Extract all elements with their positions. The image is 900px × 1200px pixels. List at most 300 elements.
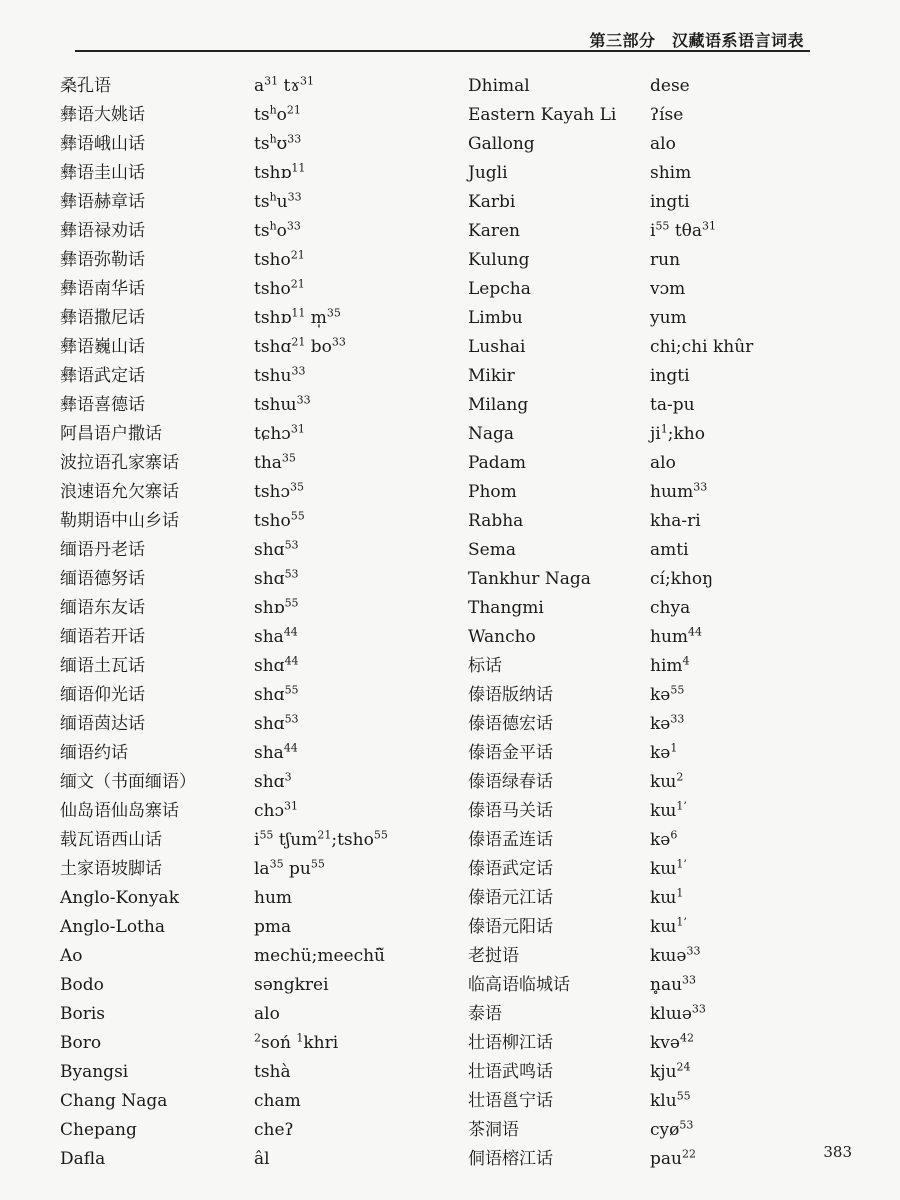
left-word-form (254, 942, 464, 971)
right-word-form (650, 768, 850, 797)
form-text: o (276, 105, 287, 125)
form-text: shɑ (254, 540, 285, 560)
right-language-name: 傣语版纳话 (468, 685, 553, 705)
form-text: cham (254, 1091, 301, 1111)
right-language-name: 傣语元阳话 (468, 917, 553, 937)
form-text: tshɒ (254, 163, 292, 183)
form-text: tsho (254, 250, 291, 270)
left-word-form (254, 1145, 464, 1174)
form-text: alo (650, 453, 676, 473)
right-language-name: Karen (468, 221, 520, 241)
form-text: kɯ (650, 888, 677, 908)
right-word-form (650, 478, 850, 507)
form-text: tθa (669, 221, 703, 241)
form-text: kju (650, 1062, 677, 1082)
tone-superscript: 35 (290, 480, 305, 494)
form-text: ji (650, 424, 661, 444)
right-language-name: Sema (468, 540, 516, 560)
right-word-form (650, 826, 850, 855)
tone-superscript: 2 (254, 1031, 261, 1045)
tone-superscript: 55 (310, 857, 325, 871)
form-text: âl (254, 1149, 270, 1169)
tone-superscript: 21 (291, 335, 306, 349)
tone-superscript: 4 (682, 654, 690, 668)
right-language-name: Phom (468, 482, 517, 502)
left-language-name: Boro (60, 1033, 102, 1053)
left-language-name: 缅语土瓦话 (60, 656, 145, 676)
header-title: 第三部分 汉藏语系语言词表 (589, 31, 804, 50)
page-number: 383 (823, 1143, 852, 1161)
form-text: tshu (254, 366, 292, 386)
left-word-form (254, 72, 464, 101)
tone-superscript: h (269, 103, 277, 117)
tone-superscript: 33 (691, 1002, 706, 1016)
right-language-name: Wancho (468, 627, 536, 647)
form-text: tshɔ (254, 482, 291, 502)
tone-superscript: 33 (682, 973, 697, 987)
right-language-name: Dhimal (468, 76, 530, 96)
form-text: alo (650, 134, 676, 154)
right-word-form (650, 1087, 850, 1116)
form-text: kvə (650, 1033, 680, 1053)
left-language-name: 桑孔语 (60, 76, 111, 96)
tone-superscript: h (269, 190, 277, 204)
form-text: tsho (254, 279, 291, 299)
tone-superscript: 6 (670, 828, 678, 842)
tone-superscript: 55 (259, 828, 274, 842)
left-language-name: 土家语坡脚话 (60, 859, 162, 879)
left-word-form (254, 855, 464, 884)
left-word-form (254, 797, 464, 826)
right-word-form (650, 159, 850, 188)
right-word-form (650, 681, 850, 710)
form-text: i (650, 221, 656, 241)
right-word-form (650, 333, 850, 362)
running-header (75, 24, 810, 54)
tone-superscript: 1’ (676, 799, 687, 813)
tone-superscript: 31 (290, 422, 305, 436)
left-word-form (254, 391, 464, 420)
left-language-name: 阿昌语户撒话 (60, 424, 162, 444)
right-word-form (650, 101, 850, 130)
right-word-form (650, 536, 850, 565)
tone-superscript: 33 (670, 712, 685, 726)
left-word-form (254, 1058, 464, 1087)
left-word-form (254, 884, 464, 913)
left-word-form (254, 565, 464, 594)
header-rule (75, 50, 810, 52)
right-language-name: 老挝语 (468, 946, 519, 966)
form-text: shɑ (254, 685, 285, 705)
form-text: tsho (254, 511, 291, 531)
form-text: ʔíse (650, 105, 684, 125)
form-text: ts (254, 192, 270, 212)
form-text: kɯ (650, 772, 677, 792)
left-word-form (254, 188, 464, 217)
form-text: tshà (254, 1062, 291, 1082)
left-word-form (254, 913, 464, 942)
left-word-form (254, 130, 464, 159)
form-text: kə (650, 685, 671, 705)
right-language-name: 傣语绿春话 (468, 772, 553, 792)
right-language-name: Lushai (468, 337, 526, 357)
tone-superscript: 42 (679, 1031, 694, 1045)
left-language-name: 彝语巍山话 (60, 337, 145, 357)
right-word-form (650, 391, 850, 420)
right-word-form (650, 913, 850, 942)
form-text: kə (650, 830, 671, 850)
left-word-form (254, 304, 464, 333)
tone-superscript: 31 (299, 74, 314, 88)
form-text: pma (254, 917, 292, 937)
form-text: ;kho (667, 424, 705, 444)
left-language-name: Dafla (60, 1149, 106, 1169)
tone-superscript: 55 (676, 1089, 691, 1103)
right-language-name: Jugli (468, 163, 508, 183)
form-text: səngkrei (254, 975, 329, 995)
right-language-name: 傣语马关话 (468, 801, 553, 821)
form-text: vɔm (650, 279, 686, 299)
tone-superscript: 35 (269, 857, 284, 871)
left-language-name: 缅语东友话 (60, 598, 145, 618)
form-text: tshɑ (254, 337, 292, 357)
form-text: n̥au (650, 975, 683, 995)
form-text: shɑ (254, 772, 285, 792)
tone-superscript: 31 (702, 219, 717, 233)
form-text: m̩ (305, 308, 327, 328)
right-language-column (468, 72, 648, 1174)
right-language-name: Karbi (468, 192, 516, 212)
right-word-form (650, 507, 850, 536)
form-text: i (254, 830, 260, 850)
right-word-form (650, 1000, 850, 1029)
right-language-name: Rabha (468, 511, 524, 531)
right-word-form (650, 942, 850, 971)
left-language-name: Chepang (60, 1120, 137, 1140)
form-text: la (254, 859, 270, 879)
right-language-name: 傣语武定话 (468, 859, 553, 879)
form-text: tɤ (278, 76, 300, 96)
right-word-form (650, 362, 850, 391)
tone-superscript: 55 (290, 509, 305, 523)
left-language-name: 波拉语孔家寨话 (60, 453, 179, 473)
tone-superscript: 21 (317, 828, 332, 842)
tone-superscript: 22 (681, 1147, 696, 1161)
form-text: ts (254, 134, 270, 154)
right-language-name: 傣语金平话 (468, 743, 553, 763)
right-word-form (650, 565, 850, 594)
tone-superscript: h (269, 132, 277, 146)
tone-superscript: 33 (287, 132, 302, 146)
tone-superscript: 21 (290, 277, 305, 291)
form-text: ta-pu (650, 395, 695, 415)
left-language-name: Chang Naga (60, 1091, 168, 1111)
form-text: ts (254, 105, 270, 125)
right-language-name: 壮语武鸣话 (468, 1062, 553, 1082)
form-text: bo (305, 337, 332, 357)
left-language-name: 浪速语允欠寨话 (60, 482, 179, 502)
left-word-form (254, 159, 464, 188)
right-word-form (650, 188, 850, 217)
right-language-name: 泰语 (468, 1004, 502, 1024)
form-text: him (650, 656, 683, 676)
form-text: ;tsho (331, 830, 374, 850)
left-form-column (254, 72, 464, 1174)
tone-superscript: 55 (670, 683, 685, 697)
tone-superscript: 33 (331, 335, 346, 349)
left-word-form (254, 652, 464, 681)
right-language-name: Kulung (468, 250, 530, 270)
tone-superscript: 1 (296, 1031, 304, 1045)
left-language-name: 缅语茵达话 (60, 714, 145, 734)
left-word-form (254, 1000, 464, 1029)
tone-superscript: 31 (264, 74, 279, 88)
tone-superscript: 24 (676, 1060, 691, 1074)
form-text: kha-ri (650, 511, 701, 531)
form-text: amti (650, 540, 689, 560)
left-word-form (254, 246, 464, 275)
tone-superscript: 33 (287, 190, 302, 204)
right-word-form (650, 130, 850, 159)
left-language-name: 彝语峨山话 (60, 134, 145, 154)
left-word-form (254, 1087, 464, 1116)
tone-superscript: 55 (284, 596, 299, 610)
left-language-name: Byangsi (60, 1062, 129, 1082)
tone-superscript: 33 (291, 364, 306, 378)
right-word-form (650, 855, 850, 884)
tone-superscript: 21 (286, 103, 301, 117)
right-language-name: Tankhur Naga (468, 569, 591, 589)
form-text: run (650, 250, 681, 270)
tone-superscript: 1 (660, 422, 668, 436)
tone-superscript: 11 (291, 161, 306, 175)
left-language-name: 缅文（书面缅语） (60, 772, 196, 792)
left-language-name: Anglo-Lotha (60, 917, 165, 937)
right-language-name: Limbu (468, 308, 523, 328)
form-text: alo (254, 1004, 280, 1024)
left-word-form (254, 101, 464, 130)
right-form-column (650, 72, 850, 1174)
left-language-name: 仙岛语仙岛寨话 (60, 801, 179, 821)
tone-superscript: 33 (296, 393, 311, 407)
left-word-form (254, 333, 464, 362)
left-language-name: 缅语约话 (60, 743, 128, 763)
left-language-name: 缅语仰光话 (60, 685, 145, 705)
right-language-name: Naga (468, 424, 515, 444)
form-text: tshɒ (254, 308, 292, 328)
form-text: yum (650, 308, 687, 328)
right-language-name: 傣语元江话 (468, 888, 553, 908)
form-text: kɯ (650, 917, 677, 937)
right-word-form (650, 1116, 850, 1145)
left-word-form (254, 362, 464, 391)
right-word-form (650, 1145, 850, 1174)
right-language-name: 临高语临城话 (468, 975, 570, 995)
tone-superscript: 1’ (676, 915, 687, 929)
right-language-name: 标话 (468, 656, 502, 676)
left-language-name: 彝语赫章话 (60, 192, 145, 212)
right-word-form (650, 246, 850, 275)
form-text: mechü;meechü̃ (254, 946, 385, 966)
form-text: shɒ (254, 598, 285, 618)
right-word-form (650, 420, 850, 449)
right-language-name: Mikir (468, 366, 515, 386)
right-word-form (650, 449, 850, 478)
right-language-name: Gallong (468, 134, 535, 154)
left-word-form (254, 449, 464, 478)
right-word-form (650, 971, 850, 1000)
form-text: cheʔ (254, 1120, 294, 1140)
left-language-name: 彝语撒尼话 (60, 308, 145, 328)
tone-superscript: 53 (284, 712, 299, 726)
form-text: ʊ (276, 134, 288, 154)
form-text: pau (650, 1149, 682, 1169)
left-language-name: 缅语若开话 (60, 627, 145, 647)
form-text: klɯə (650, 1004, 692, 1024)
right-word-form (650, 594, 850, 623)
form-text: chɔ (254, 801, 284, 821)
form-text: kɯ (650, 859, 677, 879)
form-text: khri (303, 1033, 339, 1053)
tone-superscript: 21 (290, 248, 305, 262)
form-text: tha (254, 453, 282, 473)
form-text: sha (254, 627, 284, 647)
right-word-form (650, 884, 850, 913)
tone-superscript: 53 (284, 538, 299, 552)
form-text: kə (650, 743, 671, 763)
tone-superscript: 44 (284, 654, 299, 668)
tone-superscript: 44 (688, 625, 703, 639)
form-text: cyø (650, 1120, 680, 1140)
right-word-form (650, 1058, 850, 1087)
left-word-form (254, 826, 464, 855)
left-word-form (254, 536, 464, 565)
left-language-name: 彝语南华话 (60, 279, 145, 299)
form-text: dese (650, 76, 690, 96)
left-word-form (254, 594, 464, 623)
right-word-form (650, 710, 850, 739)
form-text: chi;chi khûr (650, 337, 754, 357)
right-word-form (650, 72, 850, 101)
tone-superscript: 1 (670, 741, 678, 755)
form-text: a (254, 76, 265, 96)
right-word-form (650, 652, 850, 681)
right-language-name: Milang (468, 395, 529, 415)
tone-superscript: 11 (291, 306, 306, 320)
form-text: ingti (650, 192, 690, 212)
left-word-form (254, 710, 464, 739)
left-language-name: 彝语武定话 (60, 366, 145, 386)
left-language-name: 彝语禄劝话 (60, 221, 145, 241)
left-word-form (254, 971, 464, 1000)
form-text: hɯm (650, 482, 694, 502)
tone-superscript: 35 (281, 451, 296, 465)
tone-superscript: 33 (693, 480, 708, 494)
form-text: tshɯ (254, 395, 297, 415)
form-text: soń (261, 1033, 297, 1053)
tone-superscript: 55 (655, 219, 670, 233)
tone-superscript: 33 (286, 219, 301, 233)
tone-superscript: 55 (284, 683, 299, 697)
left-language-name: 彝语大姚话 (60, 105, 145, 125)
right-word-form (650, 739, 850, 768)
right-word-form (650, 275, 850, 304)
left-language-name: 缅语丹老话 (60, 540, 145, 560)
right-language-name: Padam (468, 453, 526, 473)
tone-superscript: h (269, 219, 277, 233)
form-text: klu (650, 1091, 677, 1111)
right-word-form (650, 797, 850, 826)
form-text: sha (254, 743, 284, 763)
tone-superscript: 44 (283, 625, 298, 639)
left-word-form (254, 478, 464, 507)
left-word-form (254, 623, 464, 652)
left-word-form (254, 1116, 464, 1145)
form-text: shim (650, 163, 692, 183)
tone-superscript: 1 (676, 886, 684, 900)
tone-superscript: 53 (679, 1118, 694, 1132)
tone-superscript: 35 (326, 306, 341, 320)
form-text: tʃum (273, 830, 318, 850)
form-text: o (276, 221, 287, 241)
left-language-name: 彝语圭山话 (60, 163, 145, 183)
form-text: hum (650, 627, 689, 647)
left-language-name: 缅语德努话 (60, 569, 145, 589)
left-word-form (254, 420, 464, 449)
form-text: kə (650, 714, 671, 734)
form-text: shɑ (254, 569, 285, 589)
left-language-name: Bodo (60, 975, 104, 995)
right-language-name: Thangmi (468, 598, 544, 618)
tone-superscript: 31 (284, 799, 298, 813)
left-word-form (254, 768, 464, 797)
tone-superscript: 53 (284, 567, 299, 581)
form-text: u (276, 192, 288, 212)
right-language-name: 茶洞语 (468, 1120, 519, 1140)
right-language-name: 壮语柳江话 (468, 1033, 553, 1053)
left-word-form (254, 739, 464, 768)
form-text: pu (283, 859, 311, 879)
form-text: shɑ (254, 714, 285, 734)
left-word-form (254, 1029, 464, 1058)
left-language-name: 彝语弥勒话 (60, 250, 145, 270)
form-text: ts (254, 221, 270, 241)
tone-superscript: 33 (686, 944, 701, 958)
left-word-form (254, 275, 464, 304)
tone-superscript: 2 (676, 770, 684, 784)
tone-superscript: 3 (284, 770, 292, 784)
left-language-name: 载瓦语西山话 (60, 830, 162, 850)
tone-superscript: 44 (283, 741, 298, 755)
right-language-name: Eastern Kayah Li (468, 105, 617, 125)
form-text: kɯ (650, 801, 677, 821)
right-language-name: 壮语邕宁话 (468, 1091, 553, 1111)
left-word-form (254, 507, 464, 536)
form-text: ingti (650, 366, 690, 386)
form-text: tɕhɔ (254, 424, 291, 444)
left-language-name: 彝语喜德话 (60, 395, 145, 415)
left-language-name: Anglo-Konyak (60, 888, 179, 908)
left-word-form (254, 681, 464, 710)
left-language-name: 勒期语中山乡话 (60, 511, 179, 531)
right-language-name: Lepcha (468, 279, 531, 299)
form-text: hum (254, 888, 293, 908)
left-word-form (254, 217, 464, 246)
right-word-form (650, 304, 850, 333)
left-language-column (60, 72, 260, 1174)
form-text: kɯə (650, 946, 687, 966)
right-word-form (650, 1029, 850, 1058)
